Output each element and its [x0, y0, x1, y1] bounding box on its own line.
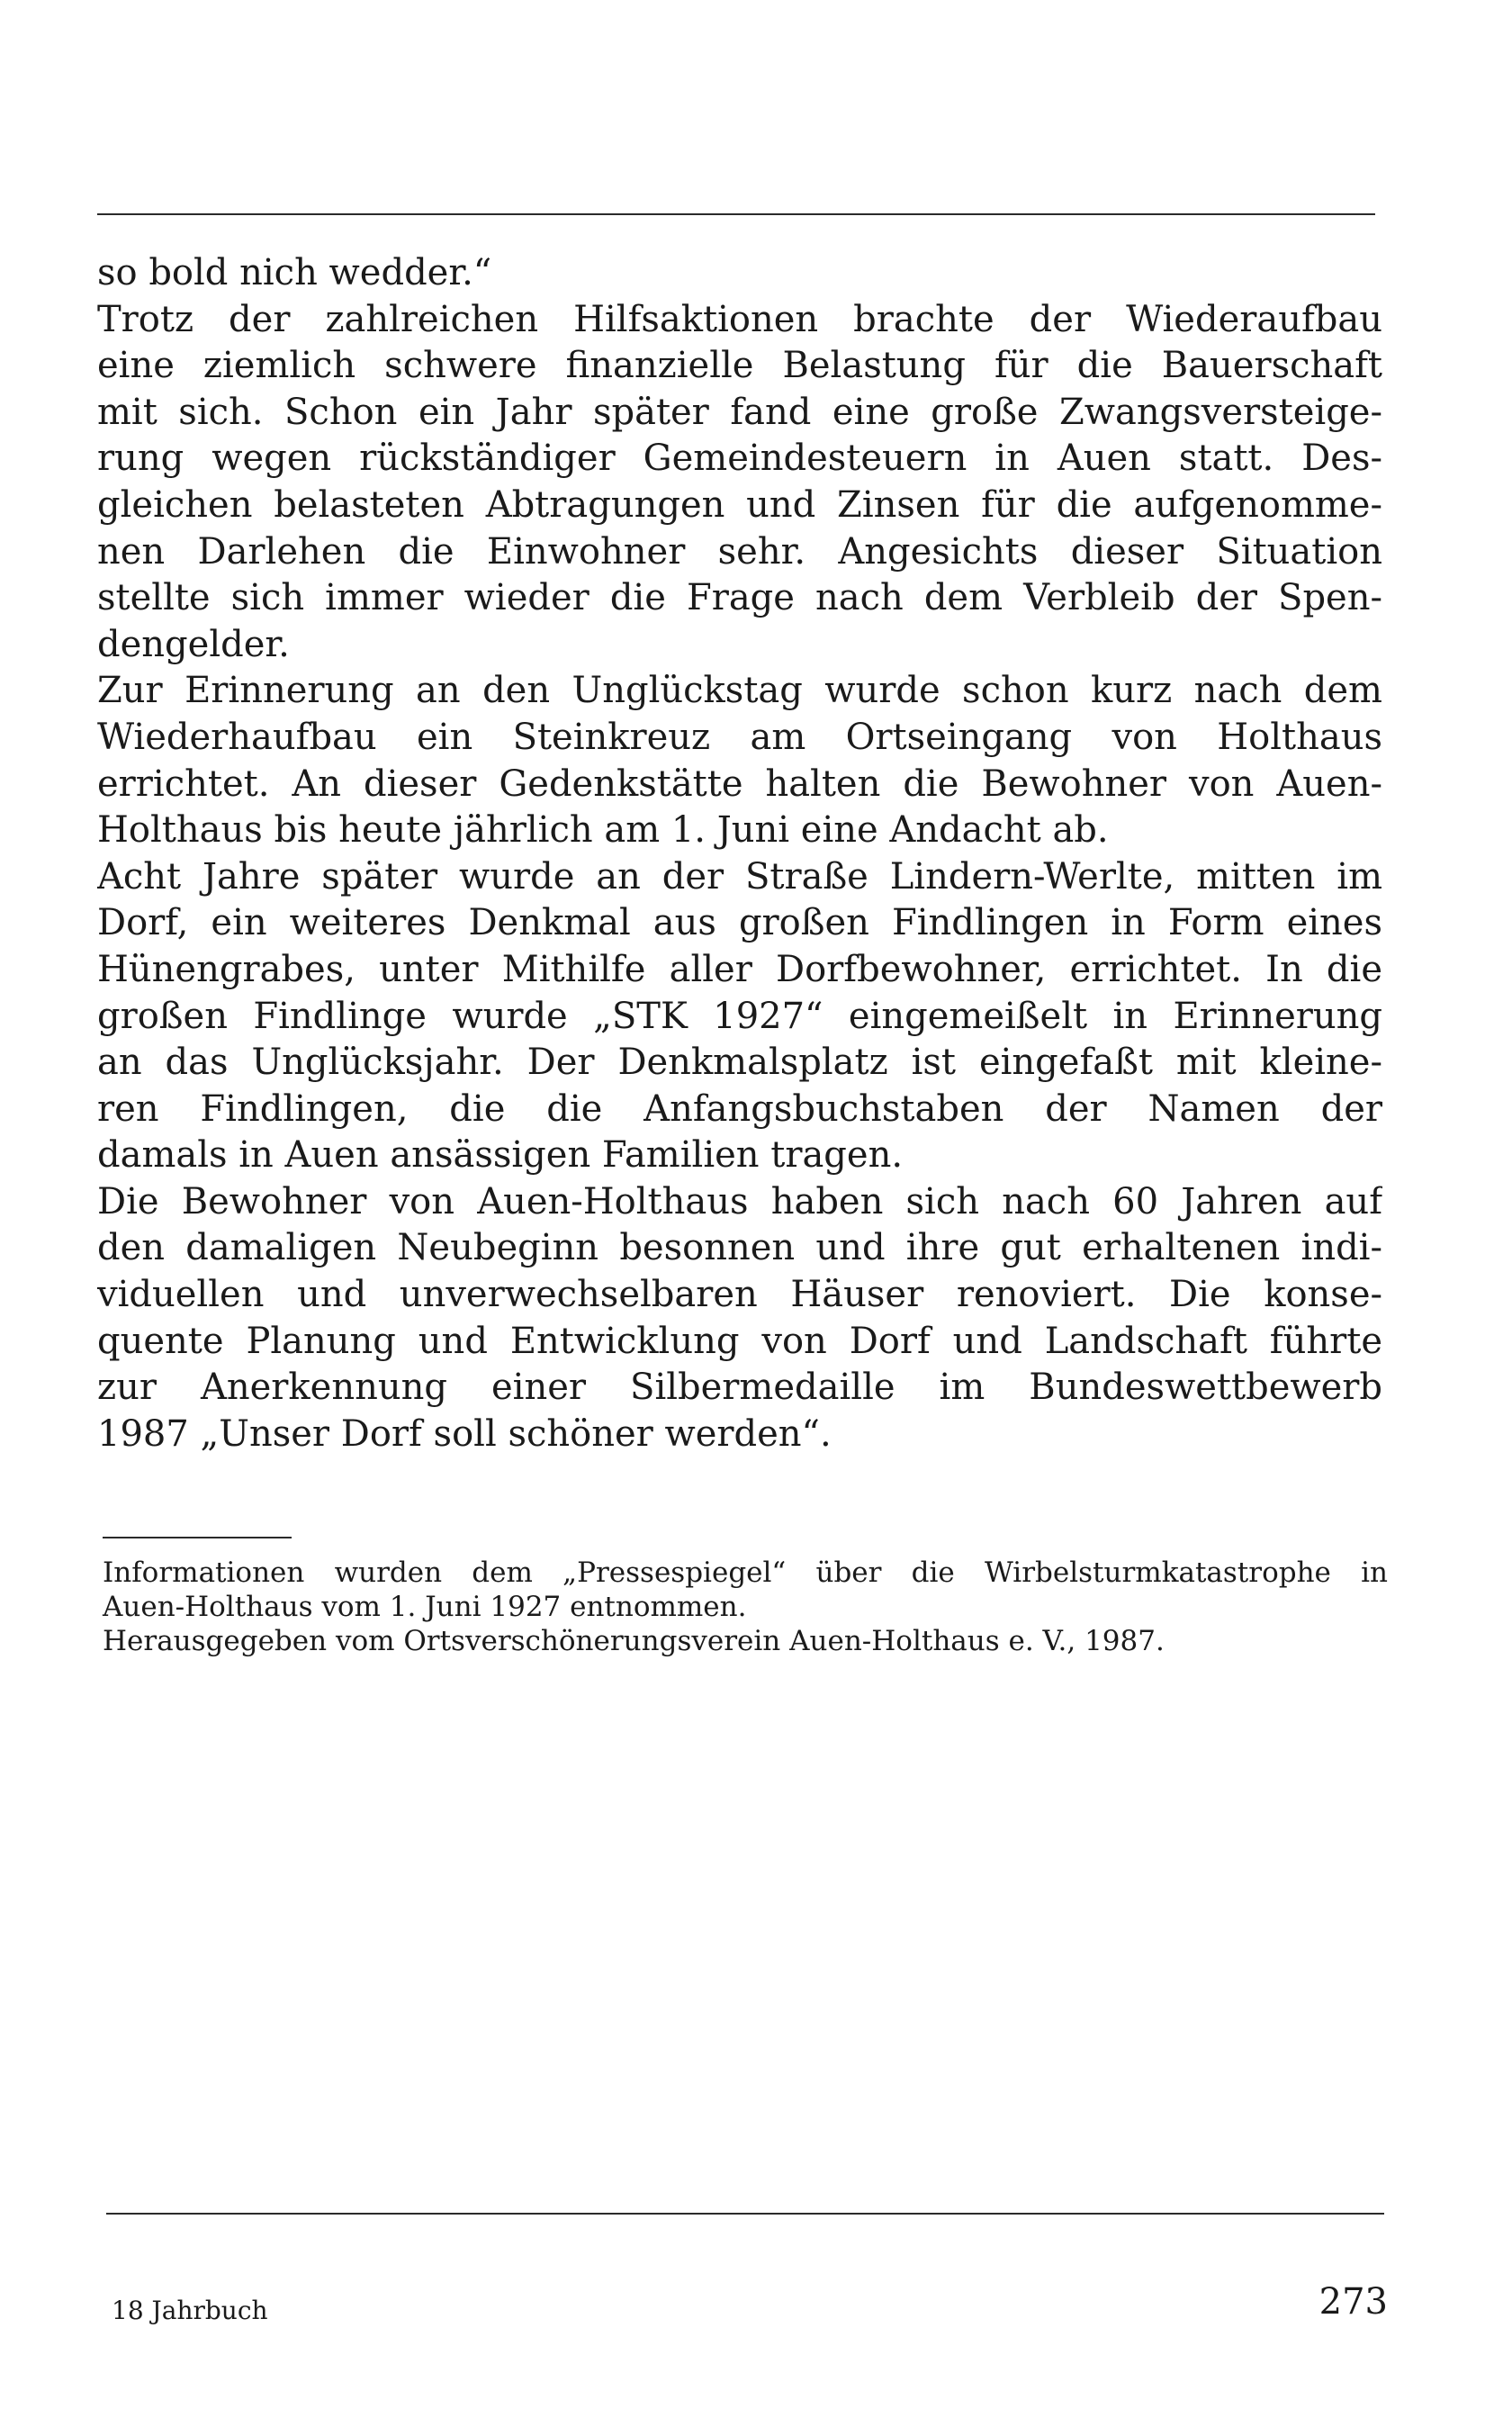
footnote-rule — [103, 1537, 292, 1538]
header-rule — [97, 213, 1375, 215]
text-line: Trotz der zahlreichen Hilfsaktionen brachte der Wiederaufbau — [97, 298, 1382, 340]
body-text — [97, 250, 1382, 1457]
text-line: errichtet. An dieser Gedenkstätte halten die Bewohner von Auen- — [97, 762, 1382, 805]
text-line: Die Bewohner von Auen-Holthaus haben sich nach 60 Jahren auf — [97, 1180, 1382, 1223]
footnote-line: Herausgegeben vom Ortsverschönerungsverein Auen-Holthaus e. V., 1987. — [103, 1625, 1165, 1657]
text-line: 1987 „Unser Dorf soll schöner werden“. — [97, 1412, 832, 1455]
footnote-line: Informationen wurden dem „Pressespiegel“ über die Wirbelsturmkatastrophe in — [103, 1556, 1388, 1589]
text-line: Hünengrabes, unter Mithilfe aller Dorfbewohner, errichtet. In die — [97, 948, 1382, 990]
footnote — [103, 1556, 1388, 1658]
page-number: 273 — [1318, 2281, 1388, 2323]
footer-rule — [106, 2213, 1384, 2215]
text-line: an das Unglücksjahr. Der Denkmalsplatz ist eingefaßt mit kleine- — [97, 1042, 1382, 1084]
text-line: Holthaus bis heute jährlich am 1. Juni eine Andacht ab. — [97, 809, 1109, 852]
text-line: nen Darlehen die Einwohner sehr. Angesichts dieser Situation — [97, 530, 1382, 573]
text-line: Acht Jahre später wurde an der Straße Lindern-Werlte, mitten im — [97, 855, 1382, 898]
text-line: stellte sich immer wieder die Frage nach dem Verbleib der Spen- — [97, 577, 1382, 619]
text-line: großen Findlinge wurde „STK 1927“ eingemeißelt in Erinnerung — [97, 995, 1382, 1037]
text-line: eine ziemlich schwere finanzielle Belastung für die Bauerschaft — [97, 345, 1382, 387]
text-line: mit sich. Schon ein Jahr später fand eine große Zwangsversteige- — [97, 391, 1382, 433]
text-line: quente Planung und Entwicklung von Dorf und Landschaft führte — [97, 1320, 1382, 1362]
text-line: den damaligen Neubeginn besonnen und ihre gut erhaltenen indi- — [97, 1227, 1382, 1269]
text-line: zur Anerkennung einer Silbermedaille im Bundeswettbewerb — [97, 1367, 1382, 1409]
text-line: viduellen und unverwechselbaren Häuser renoviert. Die konse- — [97, 1274, 1382, 1316]
footnote-line: Auen-Holthaus vom 1. Juni 1927 entnommen. — [103, 1591, 747, 1623]
text-line: Wiederhaufbau ein Steinkreuz am Ortseingang von Holthaus — [97, 716, 1382, 758]
text-line: Dorf, ein weiteres Denkmal aus großen Findlingen in Form eines — [97, 902, 1382, 944]
text-line: gleichen belasteten Abtragungen und Zinsen für die aufgenomme- — [97, 483, 1382, 526]
text-line: ren Findlingen, die die Anfangsbuchstaben der Namen der — [97, 1087, 1382, 1130]
text-line: so bold nich wedder.“ — [97, 252, 492, 293]
text-line: rung wegen rückständiger Gemeindesteuern in Auen statt. Des- — [97, 438, 1382, 480]
text-line: damals in Auen ansässigen Familien tragen. — [97, 1134, 904, 1177]
text-line: Zur Erinnerung an den Unglückstag wurde schon kurz nach dem — [97, 670, 1382, 712]
text-line: dengelder. — [97, 623, 290, 665]
sheet-signature: 18 Jahrbuch — [112, 2296, 268, 2325]
